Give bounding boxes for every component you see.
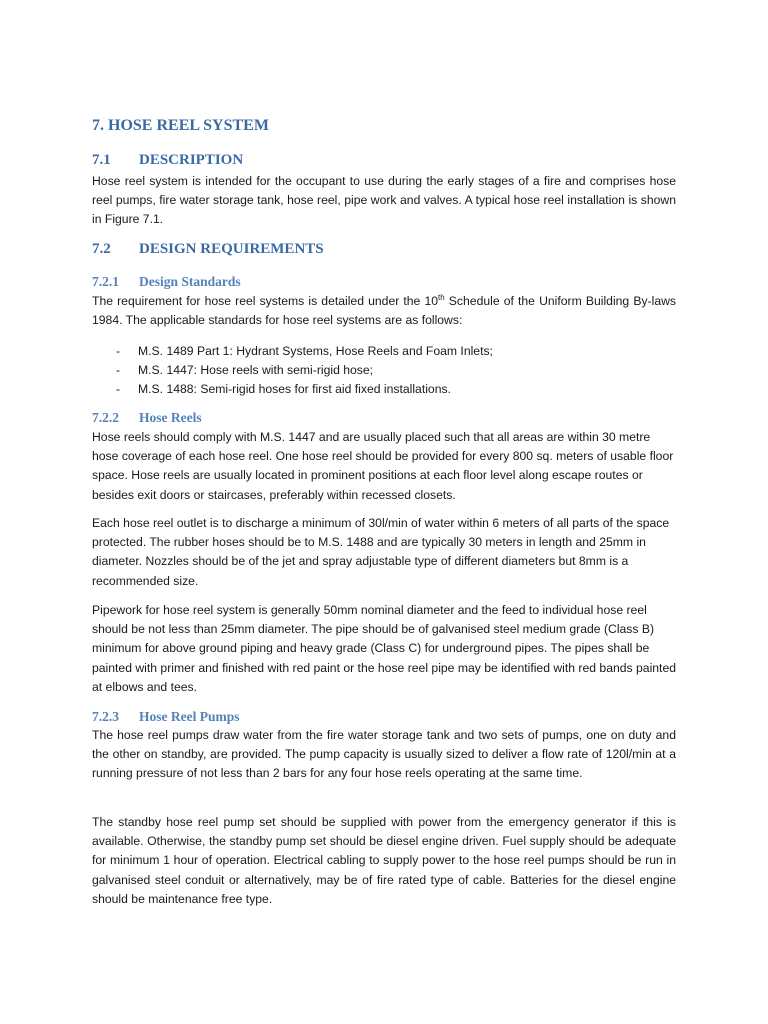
subsection-heading-7-2-3 — [92, 709, 240, 725]
bullet-dash: - — [116, 382, 121, 397]
hose-reels-paragraph-1: Hose reels should comply with M.S. 1447 and are usually placed such that all areas are within 30 metre hose coverage of each hose reel. One hose reel should be provided for every 800 sq. meters of usable floor space. Hose reels are usually located in prominent positions at each floor level along escape routes or besides exit doors or staircases, preferably within recessed closets. — [92, 430, 674, 502]
section-heading-7-1 — [92, 152, 243, 169]
description-paragraph: Hose reel system is intended for the occupant to use during the early stages of a fire and comprises hose reel pumps, fire water storage tank, hose reel, pipe work and valves. A typical hose reel installation is shown in Figure 7.1. — [92, 174, 676, 227]
section-title: DESIGN REQUIREMENTS — [139, 241, 324, 257]
list-item — [92, 342, 676, 361]
subsection-number: 7.2.3 — [92, 709, 119, 724]
subsection-number: 7.2.1 — [92, 274, 119, 289]
chapter-title: 7. HOSE REEL SYSTEM — [92, 117, 269, 134]
subsection-number: 7.2.2 — [92, 410, 119, 425]
para-text-a: The requirement for hose reel systems is detailed under the 10 — [92, 294, 439, 308]
subsection-heading-7-2-1 — [92, 274, 241, 290]
list-item-text: M.S. 1488: Semi-rigid hoses for first aid fixed installations. — [138, 382, 451, 397]
standards-list — [92, 342, 676, 400]
list-item-text: M.S. 1447: Hose reels with semi-rigid hose; — [138, 363, 374, 378]
subsection-title: Hose Reels — [139, 410, 202, 425]
superscript-th: th — [438, 292, 445, 302]
section-number: 7.1 — [92, 152, 111, 168]
list-item — [92, 380, 676, 399]
section-number: 7.2 — [92, 241, 111, 257]
subsection-title: Hose Reel Pumps — [139, 709, 240, 724]
para-text-b: Schedule of the Uniform Building By-laws 1984. The applicable standards for hose reel systems are as follows: — [92, 294, 676, 328]
pumps-paragraph-2: The standby hose reel pump set should be supplied with power from the emergency generator if this is available. Otherwise, the standby pump set should be diesel engine driven. Fuel supply should be adequate for minimum 1 hour of operation. Electrical cabling to supply power to the hose reel pumps should be run in galvanised steel conduit or alternatively, may be of fire rated type of cable. Batteries for the diesel engine should be maintenance free type. — [92, 815, 676, 906]
subsection-title: Design Standards — [139, 274, 241, 289]
bullet-dash: - — [116, 344, 121, 358]
list-item — [92, 361, 676, 380]
design-standards-paragraph — [92, 292, 676, 330]
hose-reels-paragraph-3: Pipework for hose reel system is generally 50mm nominal diameter and the feed to individual hose reel should be not less than 25mm diameter. The pipe should be of galvanised steel medium grade (Class B) minimum for above ground piping and heavy grade (Class C) for underground pipes. The pipes shall be painted with primer and finished with red paint or the hose reel pipe may be identified with red bands painted at elbows and tees. — [92, 603, 677, 694]
section-heading-7-2 — [92, 241, 324, 258]
hose-reels-paragraph-2: Each hose reel outlet is to discharge a minimum of 30l/min of water within 6 meters of all parts of the space protected. The rubber hoses should be to M.S. 1488 and are typically 30 meters in length and 25mm in diameter. Nozzles should be of the jet and spray adjustable type of different diameters but 8mm is a recommended size. — [92, 516, 670, 588]
pumps-paragraph-1: The hose reel pumps draw water from the fire water storage tank and two sets of pumps, one on duty and the other on standby, are provided. The pump capacity is usually sized to deliver a flow rate of 120l/min at a running pressure of not less than 2 bars for any four hose reels operating at the same time. — [92, 728, 676, 781]
bullet-dash: - — [116, 363, 121, 378]
section-title: DESCRIPTION — [139, 152, 244, 168]
list-item-text: M.S. 1489 Part 1: Hydrant Systems, Hose Reels and Foam Inlets; — [138, 344, 493, 358]
subsection-heading-7-2-2 — [92, 410, 202, 426]
